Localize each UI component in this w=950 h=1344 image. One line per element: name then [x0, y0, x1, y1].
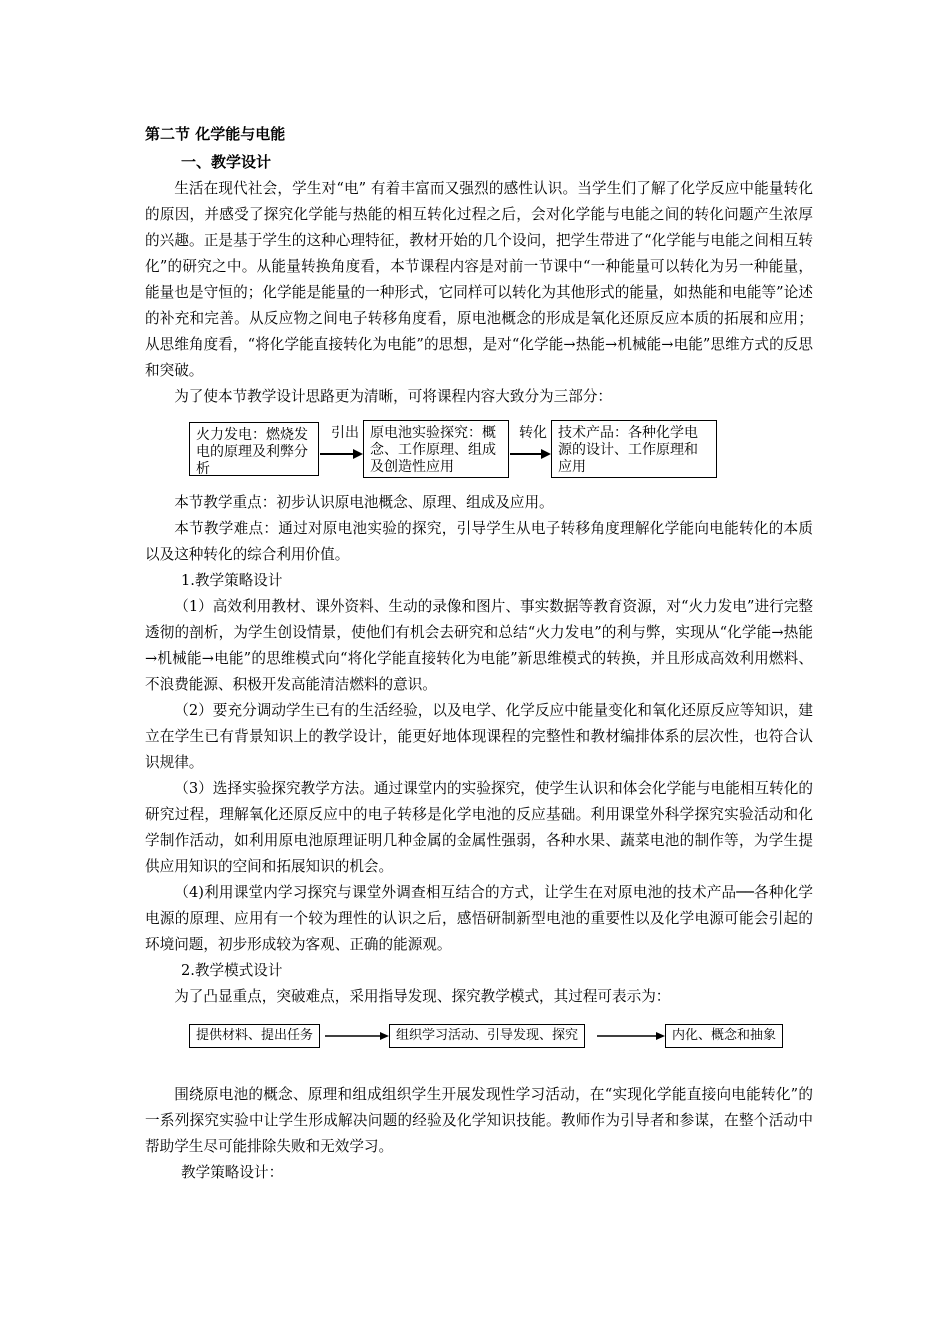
flow2-arrows [145, 1016, 813, 1056]
flow-arrow-label-lead: 引出 [331, 425, 359, 441]
arrow-head-2 [541, 449, 551, 459]
mode-intro-paragraph: 为了凸显重点，突破难点，采用指导发现、探究教学模式，其过程可表示为： [174, 988, 671, 1005]
strategy-item-2: （2）要充分调动学生已有的生活经验，以及电学、化学反应中能量变化和氧化还原反应等知识，建立在学生已有背景知识上的教学设计，能更好地体现课程的完整性和教材编排体系的层次性，也符合认识规律。 [145, 702, 813, 771]
strategy-item-1: （1）高效利用教材、课外资料、生动的录像和图片、事实数据等教育资源，对“火力发电”进行完整透彻的剖析，为学生创设情景，使他们有机会去研究和总结“火力发电”的利与弊，实现从“化学能→热能→机械能→电能”的思维模式向“将化学能直接转化为电能”新思维模式的转换，并且形成高效利用燃料、不浪费能源、积极开发高能清洁燃料的意识。 [145, 598, 813, 693]
intro-paragraph: 生活在现代社会，学生对“电” 有着丰富而又强烈的感性认识。当学生们了解了化学反应中能量转化的原因，并感受了探究化学能与热能的相互转化过程之后，会对化学能与电能之间的转化问题产生浓厚的兴趣。正是基于学生的这种心理特征，教材开始的几个设问，把学生带进了“化学能与电能之间相互转化”的研究之中。从能量转换角度看，本节课程内容是对前一节课中“一种能量可以转化为另一种能量，能量也是守恒的；化学能是能量的一种形式，它同样可以转化为其他形式的能量，如热能和电能等”论述的补充和完善。从反应物之间电子转移角度看，原电池概念的形成是氧化还原反应本质的拓展和应用；从思维角度看，“将化学能直接转化为电能”的思想，是对“化学能→热能→机械能→电能”思维方式的反思和突破。 [145, 180, 813, 379]
strategy2-heading: 教学策略设计： [181, 1164, 284, 1181]
strategy-item-3: （3）选择实验探究教学方法。通过课堂内的实验探究，使学生认识和体会化学能与电能相互转化的研究过程，理解氧化还原反应中的电子转移是化学电池的反应基础。利用课堂外科学探究实验活动和化学制作活动，如利用原电池原理证明几种金属的金属性强弱，各种水果、蔬菜电池的制作等，为学生提供应用知识的空间和拓展知识的机会。 [145, 780, 813, 875]
teaching-mode-flowchart [145, 1016, 813, 1056]
flow2-box-organize-activities: 组织学习活动、引导发现、探究 [389, 1024, 585, 1048]
flow-box-technical-products: 技术产品：各种化学电源的设计、工作原理和应用 [551, 420, 717, 478]
flow2-box-internalize: 内化、概念和抽象 [665, 1024, 783, 1048]
strategy-item-4: （4)利用课堂内学习探究与课堂外调查相互结合的方式，让学生在对原电池的技术产品──各种化学电源的原理、应用有一个较为理性的认识之后，感悟研制新型电池的重要性以及化学电源可能会引起的环境问题，初步形成较为客观、正确的能源观。 [145, 884, 813, 953]
heading-teaching-design: 一、教学设计 [181, 153, 272, 171]
arrow2-head-2 [656, 1032, 665, 1040]
flow1-arrows [145, 416, 813, 486]
difficulty-paragraph: 本节教学难点：通过对原电池实验的探究，引导学生从电子转移角度理解化学能向电能转化的本质以及这种转化的综合利用价值。 [145, 520, 813, 563]
key-point-paragraph: 本节教学重点：初步认识原电池概念、原理、组成及应用。 [174, 494, 554, 511]
course-content-flowchart [145, 416, 813, 486]
document-page [145, 120, 813, 1186]
strategy-heading: 1.教学策略设计 [181, 572, 283, 589]
arrow-head-1 [353, 449, 363, 459]
flow2-box-provide-materials: 提供材料、提出任务 [189, 1024, 320, 1048]
mode-heading: 2.教学模式设计 [181, 962, 283, 979]
flow-arrow-label-convert: 转化 [519, 425, 547, 441]
arrow2-head-1 [380, 1032, 389, 1040]
mode-description-paragraph: 围绕原电池的概念、原理和组成组织学生开展发现性学习活动，在“实现化学能直接向电能转化”的一系列探究实验中让学生形成解决问题的经验及化学知识技能。教师作为引导者和参谋，在整个活动中帮助学生尽可能排除失败和无效学习。 [145, 1086, 813, 1155]
section-title: 第二节 化学能与电能 [145, 125, 286, 143]
three-parts-paragraph: 为了使本节教学设计思路更为清晰，可将课程内容大致分为三部分： [174, 388, 613, 405]
flow-box-battery-experiment: 原电池实验探究：概念、工作原理、组成及创造性应用 [363, 420, 509, 478]
flow-box-thermal-power: 火力发电：燃烧发电的原理及利弊分析 [189, 422, 319, 476]
